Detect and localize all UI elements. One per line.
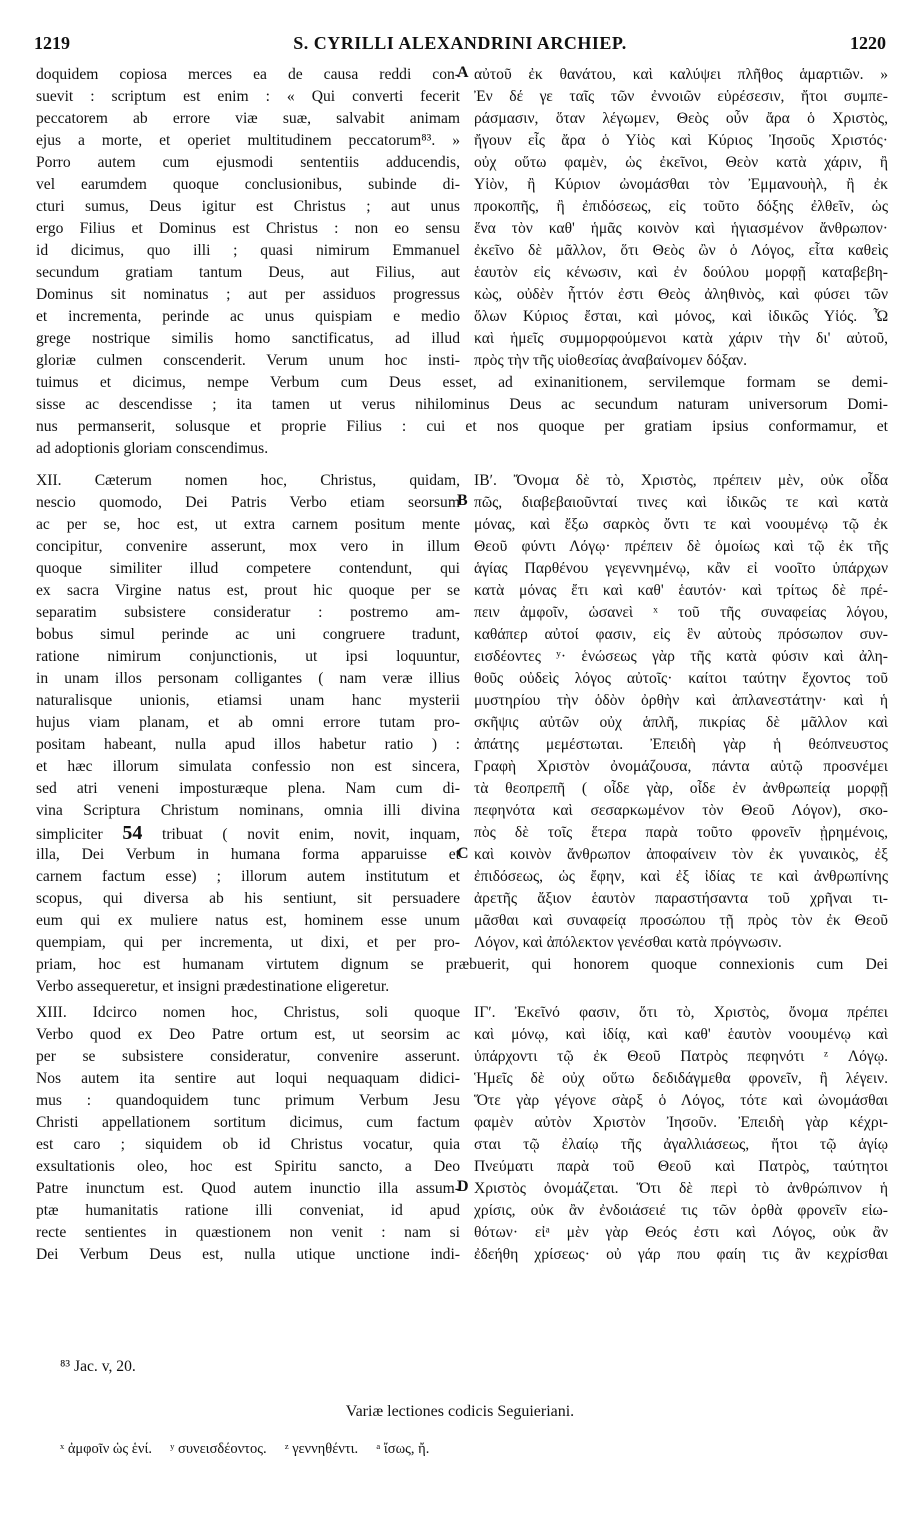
text-line: scopus, qui diversa ab his sentiunt, sit persuadere bbox=[36, 890, 460, 907]
text-line: et hæc illorum simulata confessio non est sincera, bbox=[36, 758, 460, 775]
text-line: doquidem copiosa merces ea de causa reddi con- bbox=[36, 66, 460, 83]
text-line: vel earumdem quoque conclusionibus, subinde di- bbox=[36, 176, 460, 193]
text-line: ἕνα τὸν καθ' ἡμᾶς κοινὸν καὶ ἡγιασμένον ἄνθρωπον· bbox=[474, 220, 888, 237]
text-line: et incrementa, perinde ac unus quispiam e medio bbox=[36, 308, 460, 325]
text-line: ράσμασιν, ὅταν λέγωμεν, Θεὸς οὖν ἄρα ὁ Χριστὸς, bbox=[474, 110, 888, 127]
text-line: per se subsistere consideratur, convenire asserunt. bbox=[36, 1048, 460, 1065]
text-line: nescio quomodo, Dei Patris Verbo etiam seorsum bbox=[36, 494, 460, 511]
text-line: priam, hoc est humanam virtutem dignum se præbuerit, qui honorem quoque connexionis cum Dei bbox=[36, 956, 888, 973]
text-line: Christi appellationem sortitum dicimus, cum factum bbox=[36, 1114, 460, 1131]
running-header bbox=[34, 33, 886, 55]
text-line: nus permanserit, solusque et proprie Filius : cui et nos quoque per gratiam ipsius conformamur, et bbox=[36, 418, 888, 435]
text-line: ἁγίας Παρθένου γεγεννημένῳ, κἂν εἰ νοοῖτο ὑπάρχων bbox=[474, 560, 888, 577]
variant-a: ᵃ ἴσως, ἤ. bbox=[376, 1441, 430, 1457]
text-line: tuimus et dicimus, nempe Verbum cum Deus esset, ad exinanitionem, servilemque formam se demi- bbox=[36, 374, 888, 391]
text-line: καὶ κοινὸν ἄνθρωπον ἀποφαίνειν τὸν ἐκ γυναικὸς, ἐξ bbox=[474, 846, 888, 863]
text-line: θότων· εἰᵃ μὲν γὰρ Θεός ἐστι καὶ Λόγος, οὐκ ἂν bbox=[474, 1224, 888, 1241]
text-line: vina Scriptura Christum nominans, omnia illi divina bbox=[36, 802, 460, 819]
text-line: in unam illos personam colligantes ( nam veræ illius bbox=[36, 670, 460, 687]
text-line: μυστηρίου τὴν ὁδὸν ὀρθὴν καὶ ἀπλανεστάτην· καὶ ἡ bbox=[474, 692, 888, 709]
text-line: πειν ἀμφοῖν, ὡσανεὶ ˣ τοῦ τῆς συναφείας λόγου, bbox=[474, 604, 888, 621]
page-number-left: 1219 bbox=[34, 33, 70, 53]
text-line: ἀπάτης μεμέστωται. Ἐπειδὴ γὰρ ἡ θεόπνευστος bbox=[474, 736, 888, 753]
text-line: Ὅτε γὰρ γέγονε σὰρξ ὁ Λόγος, τότε καὶ ὠνομάσθαι bbox=[474, 1092, 888, 1109]
text-line: φαμὲν αὐτὸν Χριστὸν Ἰησοῦν. Ἐπειδὴ γὰρ κέχρι- bbox=[474, 1114, 888, 1131]
text-line: secundum gratiam tantum Deus, aut Filius, aut bbox=[36, 264, 460, 281]
text-line: cturi sumus, Deus igitur est Christus ; aut unus bbox=[36, 198, 460, 215]
text-line: προκοπῆς, ἢ ἐπιδόσεως, εἰς τοῦτο δόξης ἐλθεῖν, ὡς bbox=[474, 198, 888, 215]
text-line: Patre inunctum est. Quod autem inunctio illa assum- bbox=[36, 1180, 460, 1197]
footnote: ⁸³ Jac. v, 20. bbox=[60, 1358, 136, 1375]
text-line: πὸς δὲ τοῖς ἕτερα παρὰ τοῦτο φρονεῖν ᾐρημένοις, bbox=[474, 824, 888, 841]
text-line: πρὸς τὴν τῆς υἱοθεσίας ἀναβαίνομεν δόξαν. bbox=[474, 352, 747, 369]
text-line: Γραφὴ Χριστὸν ὀνομάζουσα, πάντα αὐτῷ προσνέμει bbox=[474, 758, 888, 775]
text-line: ἐπιδόσεως, ὡς ἔφην, καὶ ἐξ ἰδίας τε καὶ ἀνθρωπίνης bbox=[474, 868, 888, 885]
running-title: S. CYRILLI ALEXANDRINI ARCHIEP. bbox=[293, 33, 627, 53]
text-line: μᾶσθαι καὶ συναφείᾳ προσώπου τῇ πρὸς τὸν ἐκ Θεοῦ bbox=[474, 912, 888, 929]
text-line: ἐδεήθη χρίσεως· οὐ γάρ που φαίη τις ἂν κεχρίσθαι bbox=[474, 1246, 888, 1263]
text-line: ἤγουν εἷς ἄρα ὁ Υἱὸς καὶ Κύριος Ἰησοῦς Χριστός· bbox=[474, 132, 888, 149]
text-line: gloriæ culmen conscenderit. Verum unum hoc insti- bbox=[36, 352, 460, 369]
variant-y: ʸ συνεισδέοντος. bbox=[170, 1441, 267, 1457]
text-line: quempiam, qui per incrementa, ut dixi, et per pro- bbox=[36, 934, 460, 951]
text-line: ptæ humanitatis ratione illi conveniat, id apud bbox=[36, 1202, 460, 1219]
text-line: καθάπερ αὐτοί φασιν, εἰς ἓν αὐτοὺς πρόσωπον συν- bbox=[474, 626, 888, 643]
text-line: recte sentientes in quæstionem non venit : nam si bbox=[36, 1224, 460, 1241]
variants-list bbox=[60, 1441, 429, 1458]
text-line: id dicimus, quo illi ; quasi nimirum Emmanuel bbox=[36, 242, 460, 259]
text-line: ΙΒʹ. Ὄνομα δὲ τὸ, Χριστὸς, πρέπειν μὲν, οὐκ οἶδα bbox=[474, 472, 888, 489]
text-line: θοῦς οὐδεὶς λόγος αὐτοῖς· καίτοι ταύτην ἔχοντος τοῦ bbox=[474, 670, 888, 687]
text-line: ejus a morte, et operiet multitudinem peccatorum⁸³. » bbox=[36, 132, 460, 149]
text-line: Dominus sit nominatus ; aut per assiduos progressus bbox=[36, 286, 460, 303]
text-line: grege nostrique similis homo sanctificatus, ad illud bbox=[36, 330, 460, 347]
text-line: Verbo assequeretur, et insigni prædestinatione eligeretur. bbox=[36, 978, 390, 995]
text-line: positam habeant, nulla apud illos habetur ratio ) : bbox=[36, 736, 460, 753]
text-line: αὐτοῦ ἐκ θανάτου, καὶ καλύψει πλῆθος ἁμαρτιῶν. » bbox=[474, 66, 888, 83]
margin-letter-c: C bbox=[457, 845, 469, 862]
column-marker-number: 54 bbox=[122, 822, 143, 844]
text-line: Verbo quod ex Deo Patre ortum est, ut seorsim ac bbox=[36, 1026, 460, 1043]
text-line: κατὰ μόνας ἔτι καὶ καθ' ἑαυτόν· καὶ τρίτως δὲ πρέ- bbox=[474, 582, 888, 599]
text-line: κὼς, οὐδὲν ἧττόν ἐστι Θεὸς ἀληθινὸς, καὶ φύσει τῶν bbox=[474, 286, 888, 303]
text-line: Dei Verbum Deus est, nulla utique unctione indi- bbox=[36, 1246, 460, 1263]
text-line: Ἐν δέ γε ταῖς τῶν ἐννοιῶν εὑρέσεσιν, ἤτοι συμπε- bbox=[474, 88, 888, 105]
text-line: est caro ; siquidem ob id Christus vocatur, quia bbox=[36, 1136, 460, 1153]
text-line: naturalisque unionis, etiamsi unam hanc mysterii bbox=[36, 692, 460, 709]
text-fragment: simpliciter bbox=[36, 826, 123, 843]
text-line: πῶς, διαβεβαιοῦνταί τινες καὶ ἰδικῶς τε καὶ κατὰ bbox=[474, 494, 888, 511]
margin-letter-d: D bbox=[457, 1178, 469, 1195]
text-line: ὅλων Κύριος ἔσται, καὶ μόνος, καὶ ἰδικῶς Υἱός. Ὦ bbox=[474, 308, 888, 325]
text-line: bobus simul perinde ac uni congruere tradunt, bbox=[36, 626, 460, 643]
text-line: ratione nimirum conjunctionis, ut ipsi loquuntur, bbox=[36, 648, 460, 665]
text-line: σται τῷ ἐλαίῳ τῆς ἀγαλλιάσεως, ἤτοι τῷ ἁγίῳ bbox=[474, 1136, 888, 1153]
text-line: sisse ac descendisse ; ita tamen ut verus nihilominus Deus ac secundum naturam universorum Domi- bbox=[36, 396, 888, 413]
text-line-with-page-marker bbox=[36, 822, 460, 844]
margin-letter-b: B bbox=[457, 492, 468, 509]
variant-z: ᶻ γεννηθέντι. bbox=[284, 1441, 359, 1457]
text-line: ἑαυτὸν εἰς κένωσιν, καὶ ἐν δούλου μορφῇ καταβεβη- bbox=[474, 264, 888, 281]
text-line: Porro autem cum ejusmodi sententiis adducendis, bbox=[36, 154, 460, 171]
text-line: ac per se, hoc est, ut extra carnem positum mente bbox=[36, 516, 460, 533]
text-line: exsultationis oleo, hoc est Spiritu sancto, a Deo bbox=[36, 1158, 460, 1175]
text-line: ex sacra Virgine natus est, prout hic quoque per se bbox=[36, 582, 460, 599]
text-line: Nos autem ita sentire aut loqui nequaquam didici- bbox=[36, 1070, 460, 1087]
text-line: XIII. Idcirco nomen hoc, Christus, soli quoque bbox=[36, 1004, 460, 1021]
text-line: Χριστὸς ὀνομάζεται. Ὅτι δὲ περὶ τὸ ἀνθρώπινον ἡ bbox=[474, 1180, 888, 1197]
text-line: carnem factum esse) ; illorum autem institutum et bbox=[36, 868, 460, 885]
text-line: εισδέοντες ʸ· ἑνώσεως γὰρ τῆς κατὰ φύσιν καὶ ἀλη- bbox=[474, 648, 888, 665]
text-line: ergo Filius et Dominus est Christus : non eo sensu bbox=[36, 220, 460, 237]
text-line: ΙΓʹ. Ἐκεῖνό φασιν, ὅτι τὸ, Χριστὸς, ὄνομα πρέπει bbox=[474, 1004, 888, 1021]
text-line: χρίσις, οὐκ ἂν ἐνδοιάσειέ τις τῶν ὀρθὰ φρονεῖν εἰω- bbox=[474, 1202, 888, 1219]
text-line: ὑπάρχοντι τῷ ἐκ Θεοῦ Πατρὸς πεφηνότι ᶻ Λόγῳ. bbox=[474, 1048, 888, 1065]
text-line: concipitur, convenire asserunt, mox vero in illum bbox=[36, 538, 460, 555]
text-line: Ἡμεῖς δὲ οὐχ οὕτω δεδιδάγμεθα φρονεῖν, ἢ λέγειν. bbox=[474, 1070, 888, 1087]
text-line: οὐχ οὕτω φαμὲν, ὡς ἐκεῖνοι, Θεὸν κατὰ χάριν, ἢ bbox=[474, 154, 888, 171]
text-line: peccatorem ab errore viæ suæ, salvabit animam bbox=[36, 110, 460, 127]
text-line: Λόγον, καὶ ἀπόλεκτον γενέσθαι κατὰ πρόγνωσιν. bbox=[474, 934, 782, 951]
variants-heading: Variæ lectiones codicis Seguieriani. bbox=[345, 1403, 575, 1420]
text-line: τὰ θεοπρεπῆ ( οἶδε γὰρ, οἶδε ἐν ἀνθρωπείᾳ μορφῇ bbox=[474, 780, 888, 797]
margin-letter-a: A bbox=[457, 64, 469, 81]
page-number-right: 1220 bbox=[850, 33, 886, 53]
text-line: καὶ ἡμεῖς συμμορφούμενοι κατὰ χάριν τὴν δι' αὐτοῦ, bbox=[474, 330, 888, 347]
text-line: καὶ μόνῳ, καὶ ἰδίᾳ, καὶ καθ' ἑαυτὸν νοουμένῳ καὶ bbox=[474, 1026, 888, 1043]
text-line: μόνας, καὶ ἔξω σαρκὸς ὄντι τε καὶ νοουμένῳ τῷ ἐκ bbox=[474, 516, 888, 533]
text-line: sed atri veneni imposturæque plena. Nam cum di- bbox=[36, 780, 460, 797]
text-line: suevit : scriptum est enim : « Qui converti fecerit bbox=[36, 88, 460, 105]
variant-x: ˣ ἀμφοῖν ὡς ἑνί. bbox=[60, 1441, 152, 1457]
text-line: σκῆψις αὐτῶν οὐχ ἁπλῆ, πικρίας δὲ μᾶλλον καὶ bbox=[474, 714, 888, 731]
text-line: quoque similiter illud competere contendunt, qui bbox=[36, 560, 460, 577]
text-line: Πνεύματι παρὰ τοῦ Θεοῦ καὶ Πατρὸς, ταύτητοι bbox=[474, 1158, 888, 1175]
text-line: ad adoptionis gloriam conscendimus. bbox=[36, 440, 269, 457]
text-line: mus : quandoquidem tunc primum Verbum Jesu bbox=[36, 1092, 460, 1109]
text-fragment: tribuat ( novit enim, novit, inquam, bbox=[142, 826, 460, 843]
text-line: Υἱὸν, ἢ Κύριον ὠνομάσθαι τὸν Ἐμμανουὴλ, ἢ ἐκ bbox=[474, 176, 888, 193]
text-line: illa, Dei Verbum in humana forma apparuisse et bbox=[36, 846, 460, 863]
text-line: ἐκεῖνο δὲ μᾶλλον, ὅτι Θεὸς ὢν ὁ Λόγος, εἶτα καθεὶς bbox=[474, 242, 888, 259]
text-line: eum qui ex muliere natus est, hominem esse unum bbox=[36, 912, 460, 929]
text-line: hujus viam planam, et ab omni errore tutam pro- bbox=[36, 714, 460, 731]
text-line: separatim subsistere consideratur : postremo am- bbox=[36, 604, 460, 621]
text-line: πεφηνότα καὶ σεσαρκωμένον τὸν Θεοῦ Λόγον), σκο- bbox=[474, 802, 888, 819]
text-line: ἀρετῆς ἄξιον ἑαυτὸν παραστήσαντα τοῦ χρῆναι τι- bbox=[474, 890, 888, 907]
text-line: XII. Cæterum nomen hoc, Christus, quidam, bbox=[36, 472, 460, 489]
text-line: Θεοῦ φύντι Λόγῳ· πρέπειν δὲ ὁμοίως καὶ τῷ ἐκ τῆς bbox=[474, 538, 888, 555]
